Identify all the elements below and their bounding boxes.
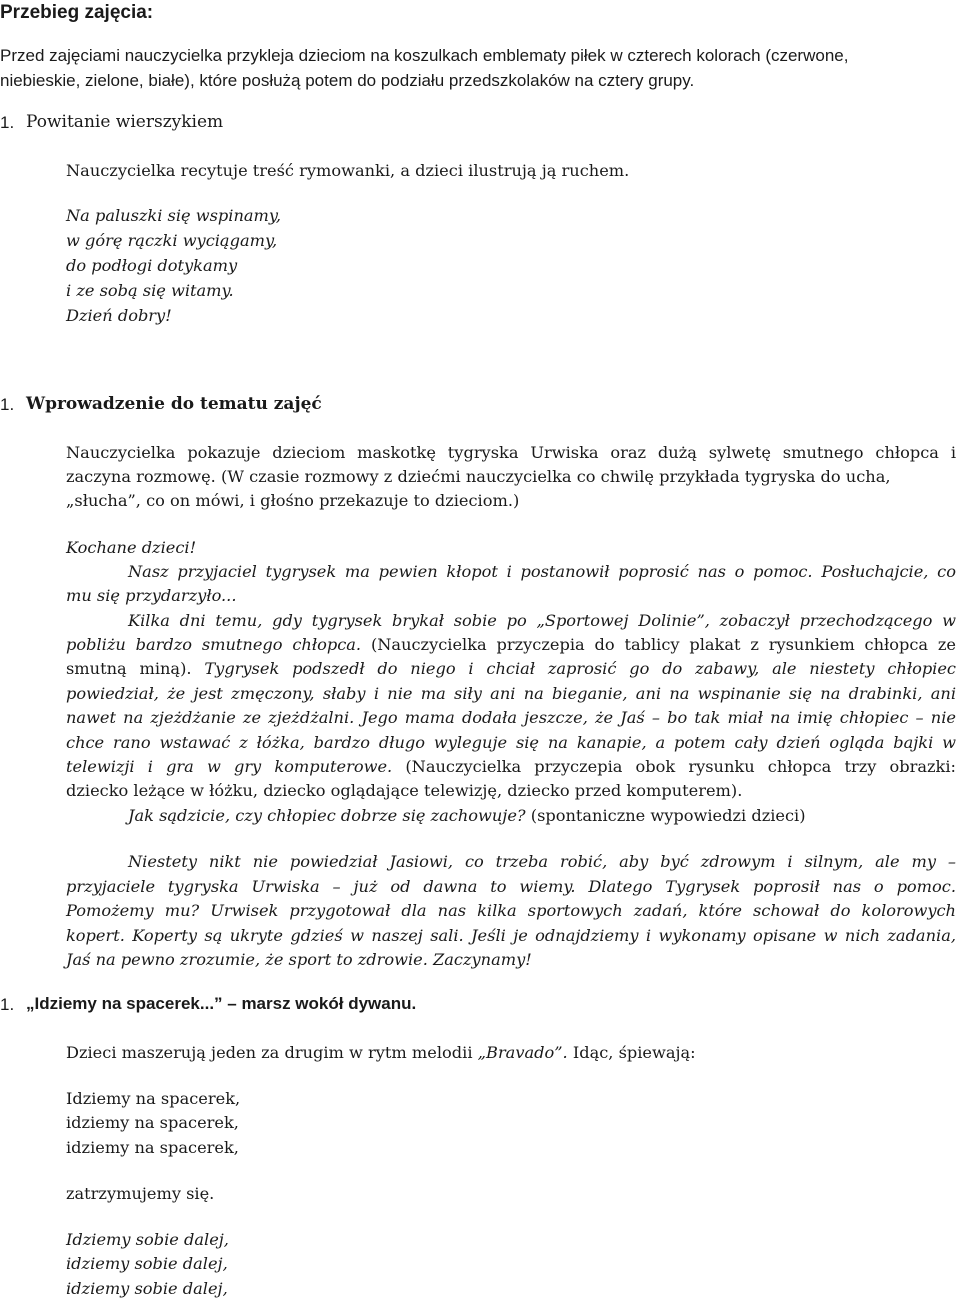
song-line: idziemy sobie dalej, [66,1279,228,1298]
section-title: Przebieg zajęcia: [0,2,154,23]
intro-line-1: Przed zajęciami nauczycielka przykleja dzieciom na koszulkach emblematy piłek w czterech kolorach (czerwone, [0,46,849,65]
story-line: mu się przydarzyło... [66,586,237,605]
story-greeting: Kochane dzieci! [66,538,197,557]
story-line: nawet na zjeżdżanie ze zjeżdżalni. Jego mama dodała jeszcze, że Jaś – bo tak miał na imię chłopiec – nie [66,708,956,727]
poem-line: w górę rączki wyciągamy, [66,231,278,250]
poem-line: Dzień dobry! [66,306,172,325]
song-line: Idziemy sobie dalej, [66,1230,229,1249]
poem-line: Na paluszki się wspinamy, [66,206,282,225]
story-line: pobliżu bardzo smutnego chłopca. (Nauczycielka przyczepia do tablicy plakat z rysunkiem chłopca ze [66,635,957,654]
intro-paragraph-line: zaczyna rozmowę. (W czasie rozmowy z dziećmi nauczycielka co chwilę przykłada tygryska do ucha, [66,467,891,486]
section-heading-walk: „Idziemy na spacerek...” – marsz wokół dywanu. [26,994,417,1013]
song-line: idziemy na spacerek, [66,1138,239,1157]
story-line: telewizji i gra w gry komputerowe. (Nauczycielka przyczepia obok rysunku chłopca trzy obrazki: [66,757,957,776]
greeting-description: Nauczycielka recytuje treść rymowanki, a dzieci ilustrują ją ruchem. [66,161,630,180]
list-number: 1. [0,395,15,414]
story-line: smutną miną). Tygrysek podszedł do niego i chciał zaprosić go do zabawy, ale niestety chłopiec [66,659,956,678]
poem-line: i ze sobą się witamy. [66,281,234,300]
poem-line: do podłogi dotykamy [66,256,238,275]
song-line: zatrzymujemy się. [66,1184,215,1203]
story-line: Jaś na pewno zrozumie, że sport to zdrowie. Zaczynamy! [66,950,532,969]
story-line: dziecko leżące w łóżku, dziecko oglądające telewizję, dziecko przed komputerem). [66,781,743,800]
song-line: idziemy na spacerek, [66,1113,239,1132]
section-heading-introduction: Wprowadzenie do tematu zajęć [26,394,322,414]
section-heading-greeting: Powitanie wierszykiem [26,112,224,132]
story-line: Pomożemy mu? Urwisek przygotował dla nas kilka sportowych zadań, które schował do kolorowych [66,901,956,920]
story-line: przyjaciele tygryska Urwiska – już od dawna to wiemy. Dlatego Tygrysek poprosił nas o pomoc. [66,877,956,896]
story-line: Nasz przyjaciel tygrysek ma pewien kłopot i postanowił poprosić nas o pomoc. Posłuchajcie, co [128,562,956,581]
intro-line-2: niebieskie, zielone, białe), które posłużą potem do podziału przedszkolaków na cztery grupy. [0,71,695,90]
story-line: Kilka dni temu, gdy tygrysek brykał sobie po „Sportowej Dolinie”, zobaczył przechodzącego w [128,611,956,630]
song-line: Idziemy na spacerek, [66,1089,241,1108]
intro-paragraph-line: Nauczycielka pokazuje dzieciom maskotkę tygryska Urwiska oraz dużą sylwetę smutnego chłopca i [66,443,956,462]
story-line: Niestety nikt nie powiedział Jasiowi, co trzeba robić, aby być zdrowym i silnym, ale my – [128,852,956,871]
walk-description: Dzieci maszerują jeden za drugim w rytm melodii „Bravado”. Idąc, śpiewają: [66,1043,696,1062]
story-line: chce rano wstawać z łóżka, bardzo długo wyleguje się na kanapie, a potem cały dzień ogląda bajki w [66,733,956,752]
story-question: Jak sądzicie, czy chłopiec dobrze się zachowuje? (spontaniczne wypowiedzi dzieci) [128,806,806,825]
list-number: 1. [0,995,15,1014]
intro-paragraph-line: „słucha”, co on mówi, i głośno przekazuje to dzieciom.) [66,491,520,510]
list-number: 1. [0,113,15,132]
story-line: powiedział, że jest zmęczony, słaby i nie ma siły ani na bieganie, ani na wspinanie się na drabinki, ani [66,684,956,703]
story-line: kopert. Koperty są ukryte gdzieś w naszej sali. Jeśli je odnajdziemy i wykonamy opisane w nich zadania, [66,926,956,945]
song-line: idziemy sobie dalej, [66,1254,228,1273]
